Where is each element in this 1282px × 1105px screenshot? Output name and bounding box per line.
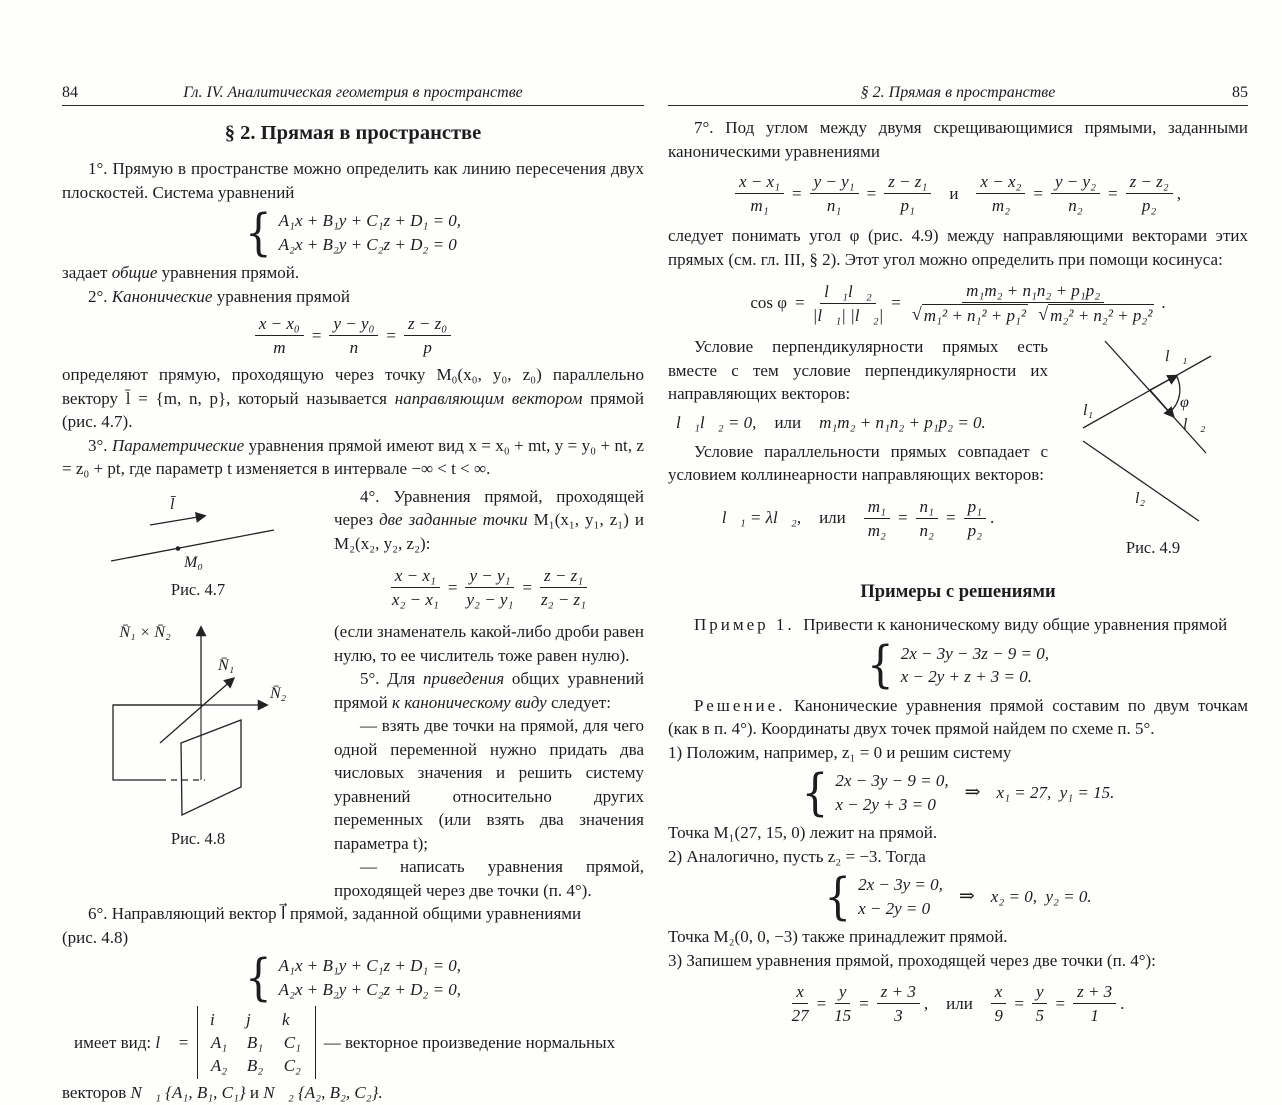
page-number: 84 [62,84,78,101]
point-1: Точка M₁(27, 15, 0) лежит на прямой. [668,823,938,842]
figures-and-text [62,485,644,903]
running-head: § 2. Прямая в пространстве [860,84,1056,101]
fig48-plane2-parallelogram [181,720,241,815]
fig47-point-m0 [176,546,181,551]
fig49-phi-label: φ [1180,394,1189,411]
text-column [334,485,644,903]
equation-line: x − 2y + 3 = 0 [835,794,936,814]
fig47-direction-vector-arrow [150,516,204,525]
paragraph-6: 4°. Уравнения прямой, проходящей через две заданные точки M₁(x₁, y₁, z₁) и M₂(x₂, y₂, z₂): [334,486,644,553]
equation-two-points: $\frac{\text{x − x₁}}{\text{x₂ − x₁}}$ = $\frac{\text{y − y₁}}{\text{y₂ − y₁}}$ = $\frac{\text{z − z₁}}{\text{z₂ − z₁}}$ [391,566,587,609]
brace-icon: { [244,948,272,1006]
equation-line: x − 2y = 0 [858,898,931,918]
equation-system-general [62,203,644,261]
paragraph-2: задает общие уравнения прямой. [62,263,300,282]
paragraph-7: (если знаменатель какой-либо дроби равен нулю, то ее числитель тоже равен нулю). [334,622,644,665]
paragraph-parallel: Условие параллельности прямых совпадает с условием коллинеарности направляющих векторов: [668,441,1048,484]
equation-line: A₂x + B₂y + C₂z + D₂ = 0, [278,979,462,999]
implies-arrow: ⇒ [958,886,975,907]
equation-step2-system [668,867,1248,925]
step-2: 2) Аналогично, пусть z₂ = −3. Тогда [668,846,926,866]
fig49-l2vec-label: l⃗₂ [1183,416,1206,433]
equation-line: A₁x + B₁y + C₁z + D₁ = 0, [278,956,462,975]
equation-line: A₂x + B₂y + C₂z + D₂ = 0 [278,234,457,254]
equation-example-system [668,635,1248,694]
paragraph-13: векторов N⃗₁ {A₁, B₁, C₁} и N⃗₂ {A₂, B₂, C₂}. [62,1083,383,1102]
brace-icon: { [244,203,272,261]
equation-perpendicular: l⃗₁l⃗₂ = 0, или m₁m₂ + n₁n₂ + p₁p₂ = 0. [676,412,986,432]
equation-final: $\frac{x}{27}$ = $\frac{y}{15}$ = $\frac{z + 3}{3}$ , или $\frac{x}{9}$ = $\frac{y}{5}$ = $\frac{z + 3}{1}$ . [791,982,1125,1025]
brace-icon: { [824,867,852,925]
page-85 [668,84,1248,1035]
fig48-axes [113,628,266,743]
equation-line: 2x − 3y − 3z − 9 = 0, [900,643,1050,663]
determinant-matrix: i⃗ j⃗ k⃗ A₁ B₁ C₁ A₂ B₂ C₂ [197,1006,316,1079]
equation-canonical: $\frac{\text{x − x₀}}{m}$ = $\frac{\text{y − y₀}}{n}$ = $\frac{\text{z − z₀}}{p}$ [62,313,644,358]
figure-4-7 [98,493,298,573]
fig49-l1-vector-arrow [1150,376,1176,390]
equation-line: x − 2y + z + 3 = 0. [900,667,1033,686]
page-number: 85 [1232,84,1248,101]
equation-two-lines: $\frac{\text{x − x₁}}{\text{m₁}}$ = $\frac{\text{y − y₁}}{\text{n₁}}$ = $\frac{\text{z − z₁}}{\text{p₁}}$ и $\frac{\text{x − x₂}}{\text{m₂}}$ = $\frac{\text{y − y₂}}{\text{n₂}}$ = $\frac{\text{z − z₂}}{\text{p₂}}$ , [668,171,1248,216]
example-1: Пример 1. Привести к каноническому виду общие уравнения прямой [694,615,1228,634]
fig49-angle-arc [1170,375,1180,412]
examples-title: Примеры с решениями [860,582,1056,602]
point-2: Точка M₂(0, 0, −3) также принадлежит прямой. [668,927,1008,946]
section-title: § 2. Прямая в пространстве [224,122,482,144]
fig47-point-label: M₀ [184,553,203,571]
figure-4-7-caption: Рис. 4.7 [170,579,226,599]
brace-icon: { [801,763,829,821]
page-84 [62,84,644,1105]
figure-4-8 [98,610,298,822]
equation-parallel: l⃗₁ = λl⃗₂, или $\frac{\text{m₁}}{\text{m₂}}$ = $\frac{\text{n₁}}{\text{n₂}}$ = $\frac{\text{p₁}}{\text{p₂}}$ . [721,496,995,540]
solution-paragraph: Решение. Канонические уравнения прямой составим по двум точкам (как в п. 4°). Координаты двух точек прямой найдем по схеме п. 5°. [668,695,1248,738]
paragraph-5: 3°. Параметрические уравнения прямой имеют вид x = x₀ + mt, y = y₀ + nt, z = z₀ + pt, где параметр t изменяется в интервале −∞ < t < ∞. [62,435,644,478]
equation-line: A₁x + B₁y + C₁z + D₁ = 0, [278,211,462,230]
equation-step1-system [668,763,1248,821]
paragraph-4: определяют прямую, проходящую через точку M₀(x₀, y₀, z₀) параллельно вектору l̄ = {m, n, p}, который называется направляющим вектором прямой (рис. 4.7). [62,365,645,431]
equation-system-general-2 [62,948,644,1006]
implies-arrow: ⇒ [964,782,981,803]
figure-column [62,485,334,903]
paragraph-3: 2°. Канонические уравнения прямой [88,286,350,306]
fig48-n1-label: N̄₁ [218,656,235,674]
fig49-l2-vector-arrow [1150,390,1173,416]
paragraph-9: — взять две точки на прямой, для чего одной переменной нужно придать два числовых значения и решить систему уравнений относительно других переменных (или взять два значения параметра t); [334,716,644,853]
equation-line: 2x − 3y = 0, [858,875,943,894]
fig49-l2-label: l₂ [1135,490,1146,507]
paragraph-1: 1°. Прямую в пространстве можно определить как линию пересечения двух плоскостей. Система уравнений [62,159,644,202]
brace-icon: { [866,635,894,694]
step2-result: x₂ = 0, y₂ = 0. [990,886,1092,906]
equation-line: 2x − 3y − 9 = 0, [835,771,949,790]
figure-4-9-box [1058,331,1248,568]
paragraph-11a: 6°. Направляющий вектор l⃗ прямой, заданной общими уравнениями [88,904,582,923]
fig48-planes [113,705,241,815]
fig49-line-l2 [1083,441,1199,521]
paragraph-10: — написать уравнения прямой, проходящей через две точки (п. 4°). [334,857,644,900]
paragraph-8: 5°. Для приведения общих уравнений прямой к каноническому виду следует: [334,669,644,712]
fig49-l1-label: l₁ [1083,402,1094,419]
determinant-row: имеет вид: l⃗ = i⃗ j⃗ k⃗ A₁ B₁ C₁ A₂ B₂ C₂ — векторное произведение нормальных [74,1006,644,1079]
running-head: Гл. IV. Аналитическая геометрия в пространстве [183,84,523,101]
figure-4-9-caption: Рис. 4.9 [1125,538,1181,557]
step1-result: x₁ = 27, y₁ = 15. [996,782,1115,802]
paragraph-cos-intro: следует понимать угол φ (рис. 4.9) между направляющими векторами этих прямых (см. гл. III, § 2). Этот угол можно определить при помощи косинуса: [668,226,1248,269]
fig48-cross-label: N̄₁ × N̄₂ [119,623,171,641]
step-3: 3) Запишем уравнения прямой, проходящей через две точки (п. 4°): [668,950,1156,970]
step-1: 1) Положим, например, z₁ = 0 и решим систему [668,742,1012,762]
fig48-plane1-rect [113,705,201,780]
paragraph-11b: (рис. 4.8) [62,927,129,947]
fig47-vector-label: l̄ [170,495,175,513]
equation-cosine: cos φ = $\frac{\text{l⃗₁l⃗₂}}{\text{|l⃗₁| |l⃗₂|}}$ = m₁m₂ + n₁n₂ + p₁p₂ √ m₁² + n₁² + p₁² √ m₂² + n₂² + p₂² . [750,281,1166,325]
wrap-zone [668,335,1248,568]
page-header-right [668,84,1248,106]
paragraph-7deg: 7°. Под углом между двумя скрещивающимися прямыми, заданными каноническими уравнениями [668,118,1248,161]
figure-4-9 [1059,331,1247,531]
figure-4-8-caption: Рис. 4.8 [170,828,226,848]
fig48-n2-label: N̄₂ [270,684,287,702]
fig49-l1vec-label: l⃗₁ [1165,348,1188,365]
page-header-left [62,84,644,106]
paragraph-perp: Условие перпендикулярности прямых есть вместе с тем условие перпендикулярности их направляющих векторов: [668,337,1048,403]
fig48-n1-arrow [160,679,233,743]
